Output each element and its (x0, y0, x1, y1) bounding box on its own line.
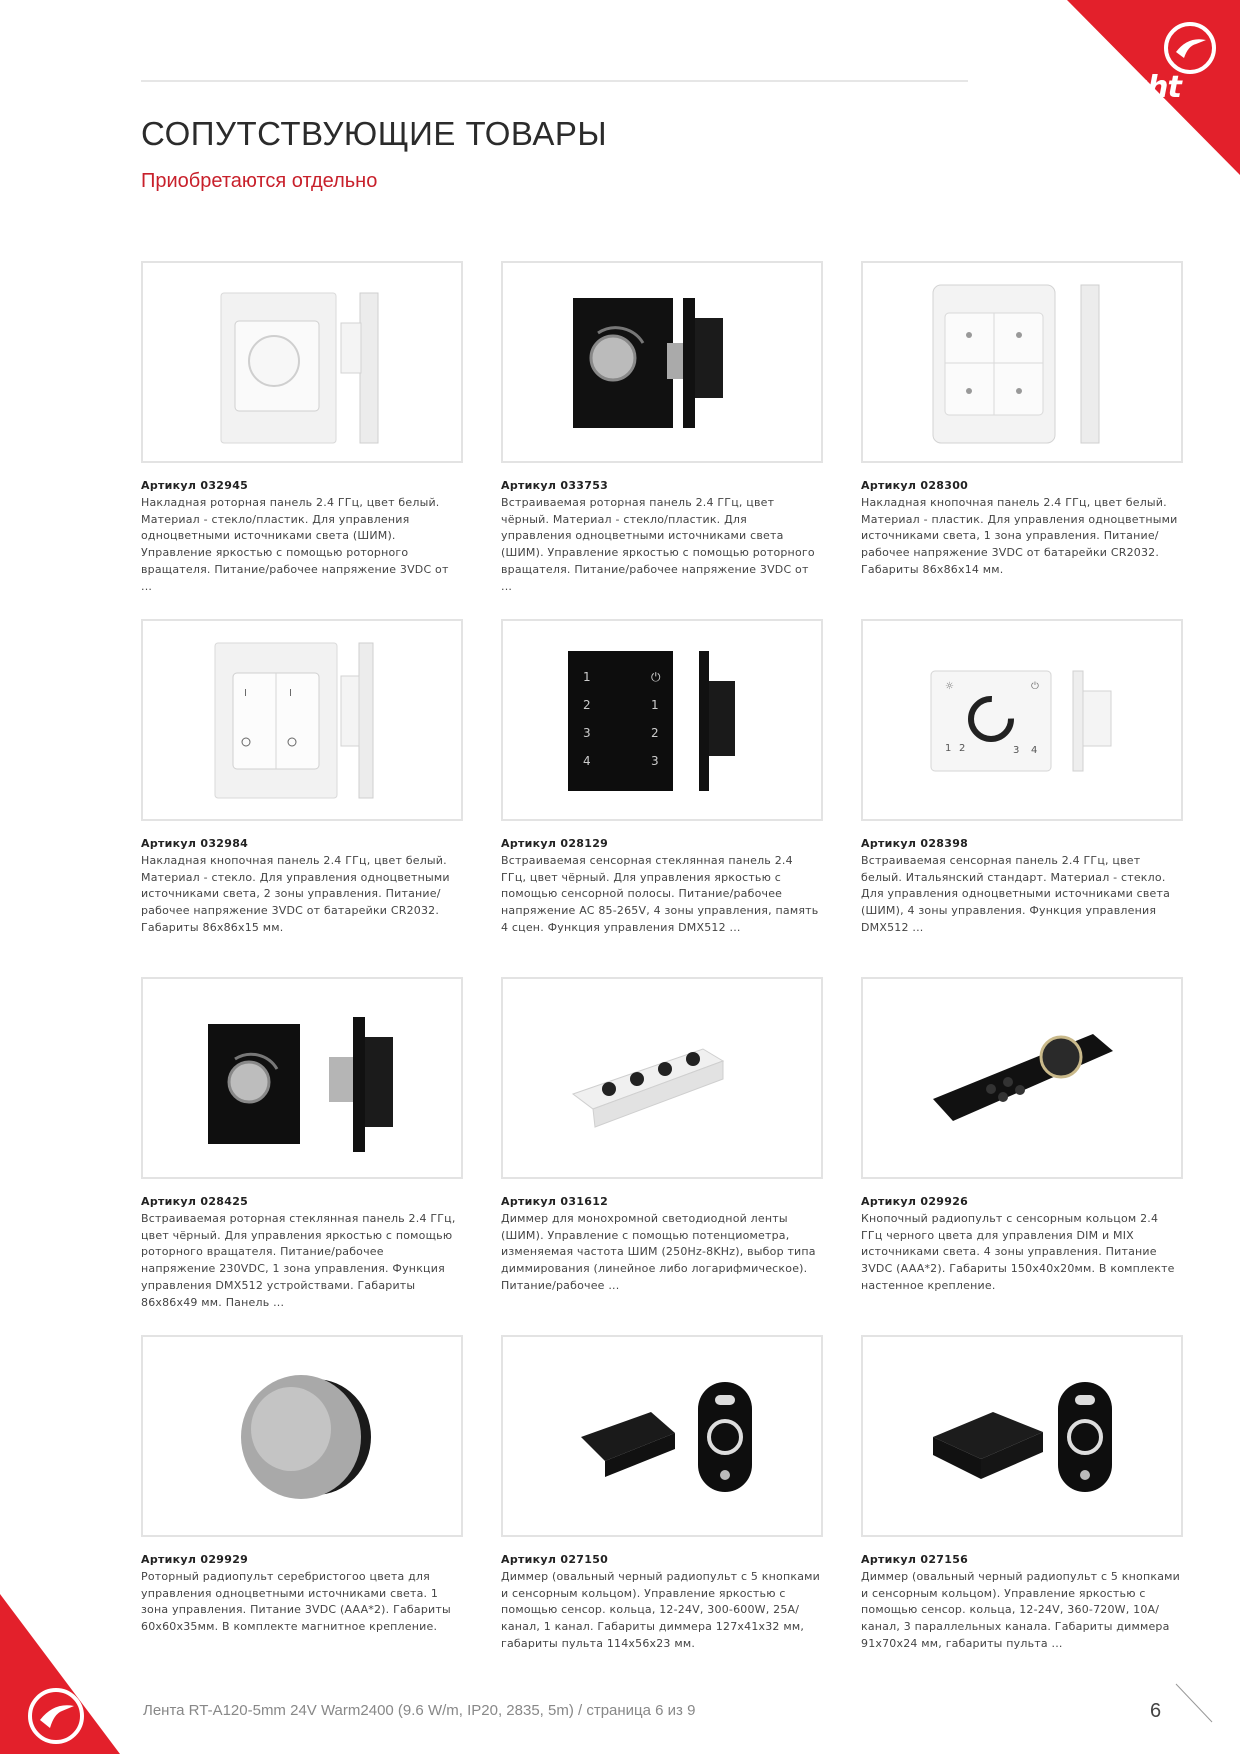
touch-key-label: 1 (583, 670, 591, 684)
product-card[interactable] (501, 977, 823, 1295)
zone-label: 1 (945, 743, 952, 754)
decorative-slash (1168, 1680, 1218, 1730)
svg-text:I: I (289, 688, 292, 699)
header-rule (141, 80, 968, 82)
product-image[interactable] (861, 1335, 1183, 1537)
product-card[interactable] (501, 1335, 823, 1653)
product-article: Артикул 032945 (141, 479, 249, 492)
svg-text:I: I (244, 688, 247, 699)
product-card[interactable] (141, 619, 463, 937)
product-description: Встраиваемая сенсорная стеклянная панель 2.4 ГГц, цвет чёрный. Для управления яркостью с помощью сенсорной полосы. Питание/рабочее напряжение AC 85-265V, 4 зоны управления, память 4 сцен. Функция управления DMX512 ... (501, 854, 819, 934)
product-article: Артикул 028129 (501, 837, 609, 850)
product-article: Артикул 028398 (861, 837, 969, 850)
power-icon: ⏻ (1031, 681, 1039, 692)
product-card[interactable] (501, 619, 823, 937)
product-description: Накладная кнопочная панель 2.4 ГГц, цвет белый. Материал - стекло. Для управления одноцветными источниками света, 2 зоны управления. Питание/рабочее напряжение 3VDC от батарейки CR2032. Габариты 86х86х15 мм. (141, 854, 450, 934)
product-description: Встраиваемая сенсорная панель 2.4 ГГц, цвет белый. Итальянский стандарт. Материал - стекло. Для управления одноцветными источниками света (ШИМ), 4 зоны управления. Функция управления DMX512 ... (861, 854, 1171, 934)
product-description: Накладная кнопочная панель 2.4 ГГц, цвет белый. Материал - пластик. Для управления одноцветными источниками света, 1 зона управления. Питание/рабочее напряжение 3VDC от батарейки CR2032. Габариты 86х86х14 мм. (861, 496, 1178, 576)
sun-icon: ☼ (945, 681, 954, 692)
touch-key-label: 3 (651, 754, 659, 768)
product-card[interactable] (861, 261, 1183, 579)
product-article: Артикул 028425 (141, 1195, 249, 1208)
touch-key-label: 2 (583, 698, 591, 712)
product-description: Диммер (овальный черный радиопульт с 5 кнопками и сенсорным кольцом). Управление яркостью с помощью сенсор. кольца, 12-24V, 360-720W, 10А/канал, 3 параллельных канала. Габариты диммера 91х70х24 мм, габариты пульта ... (861, 1570, 1180, 1650)
product-image[interactable] (141, 619, 463, 821)
power-icon: ⏻ (651, 670, 661, 684)
product-card[interactable] (501, 261, 823, 595)
product-article: Артикул 027156 (861, 1553, 969, 1566)
product-description: Встраиваемая роторная панель 2.4 ГГц, цвет чёрный. Материал - стекло/пластик. Для управления одноцветными источниками света (ШИМ). Управление яркостью с помощью роторного вращателя. Питание/рабочее напряжение 3VDC от ... (501, 496, 815, 593)
product-card[interactable] (141, 1335, 463, 1636)
product-article: Артикул 027150 (501, 1553, 609, 1566)
product-article: Артикул 029926 (861, 1195, 969, 1208)
product-description: Встраиваемая роторная стеклянная панель 2.4 ГГц, цвет чёрный. Для управления яркостью с помощью роторного вращателя. Питание/рабочее напряжение 230VDC, 1 зона управления. Функция управления DMX512 устройствами. Габариты 86х86х49 мм. Панель ... (141, 1212, 456, 1309)
product-article: Артикул 031612 (501, 1195, 609, 1208)
product-description: Кнопочный радиопульт с сенсорным кольцом 2.4 ГГц черного цвета для управления DIM и MIX источниками света. 4 зоны управления. Питание 3VDC (AAA*2). Габариты 150х40х20мм. В комплекте настенное крепление. (861, 1212, 1175, 1292)
touch-key-label: 4 (583, 754, 591, 768)
product-image[interactable] (861, 977, 1183, 1179)
page-subtitle: Приобретаются отдельно (141, 170, 378, 192)
zone-label: 3 (1013, 745, 1020, 756)
product-image[interactable] (141, 977, 463, 1179)
product-image[interactable] (501, 261, 823, 463)
product-card[interactable] (141, 261, 463, 595)
zone-label: 2 (959, 743, 966, 754)
product-description: Диммер для монохромной светодиодной ленты (ШИМ). Управление с помощью потенциометра, изменяемая частота ШИМ (250Hz-8KHz), выбор типа диммирования (линейное либо логарифмическое). Питание/рабочее ... (501, 1212, 816, 1292)
page-title: СОПУТСТВУЮЩИЕ ТОВАРЫ (141, 115, 608, 152)
touch-key-label: 1 (651, 698, 659, 712)
product-card[interactable] (861, 1335, 1183, 1653)
product-image[interactable] (501, 619, 823, 821)
footer-product-title: Лента RT-A120-5mm 24V Warm2400 (9.6 W/m, IP20, 2835, 5m) / страница 6 из 9 (143, 1702, 696, 1719)
product-card[interactable] (141, 977, 463, 1311)
page-number: 6 (1150, 1700, 1162, 1722)
product-image[interactable] (861, 261, 1183, 463)
product-image[interactable] (501, 977, 823, 1179)
product-card[interactable] (861, 619, 1183, 937)
touch-key-label: 2 (651, 726, 659, 740)
corner-brand-triangle-bottom (0, 1594, 120, 1754)
product-card[interactable] (861, 977, 1183, 1295)
brand-logo[interactable]: arlight (1075, 70, 1181, 105)
product-article: Артикул 033753 (501, 479, 609, 492)
product-article: Артикул 029929 (141, 1553, 249, 1566)
product-description: Диммер (овальный черный радиопульт с 5 кнопками и сенсорным кольцом). Управление яркостью с помощью сенсор. кольца, 12-24V, 300-600W, 25А/канал, 1 канал. Габариты диммера 127х41х32 мм, габариты пульта 114х56х23 мм. (501, 1570, 820, 1650)
product-article: Артикул 028300 (861, 479, 969, 492)
product-image[interactable] (861, 619, 1183, 821)
product-description: Накладная роторная панель 2.4 ГГц, цвет белый. Материал - стекло/пластик. Для управления одноцветными источниками света (ШИМ). Управление яркостью с помощью роторного вращателя. Питание/рабочее напряжение 3VDC от ... (141, 496, 449, 593)
product-article: Артикул 032984 (141, 837, 249, 850)
touch-key-label: 3 (583, 726, 591, 740)
product-image[interactable] (141, 1335, 463, 1537)
product-description: Роторный радиопульт серебристогоо цвета для управления одноцветными источниками света. 1 зона управления. Питание 3VDC (AAA*2). Габариты 60х60х35мм. В комплекте магнитное крепление. (141, 1570, 451, 1634)
zone-label: 4 (1031, 745, 1038, 756)
product-image[interactable] (501, 1335, 823, 1537)
product-image[interactable] (141, 261, 463, 463)
